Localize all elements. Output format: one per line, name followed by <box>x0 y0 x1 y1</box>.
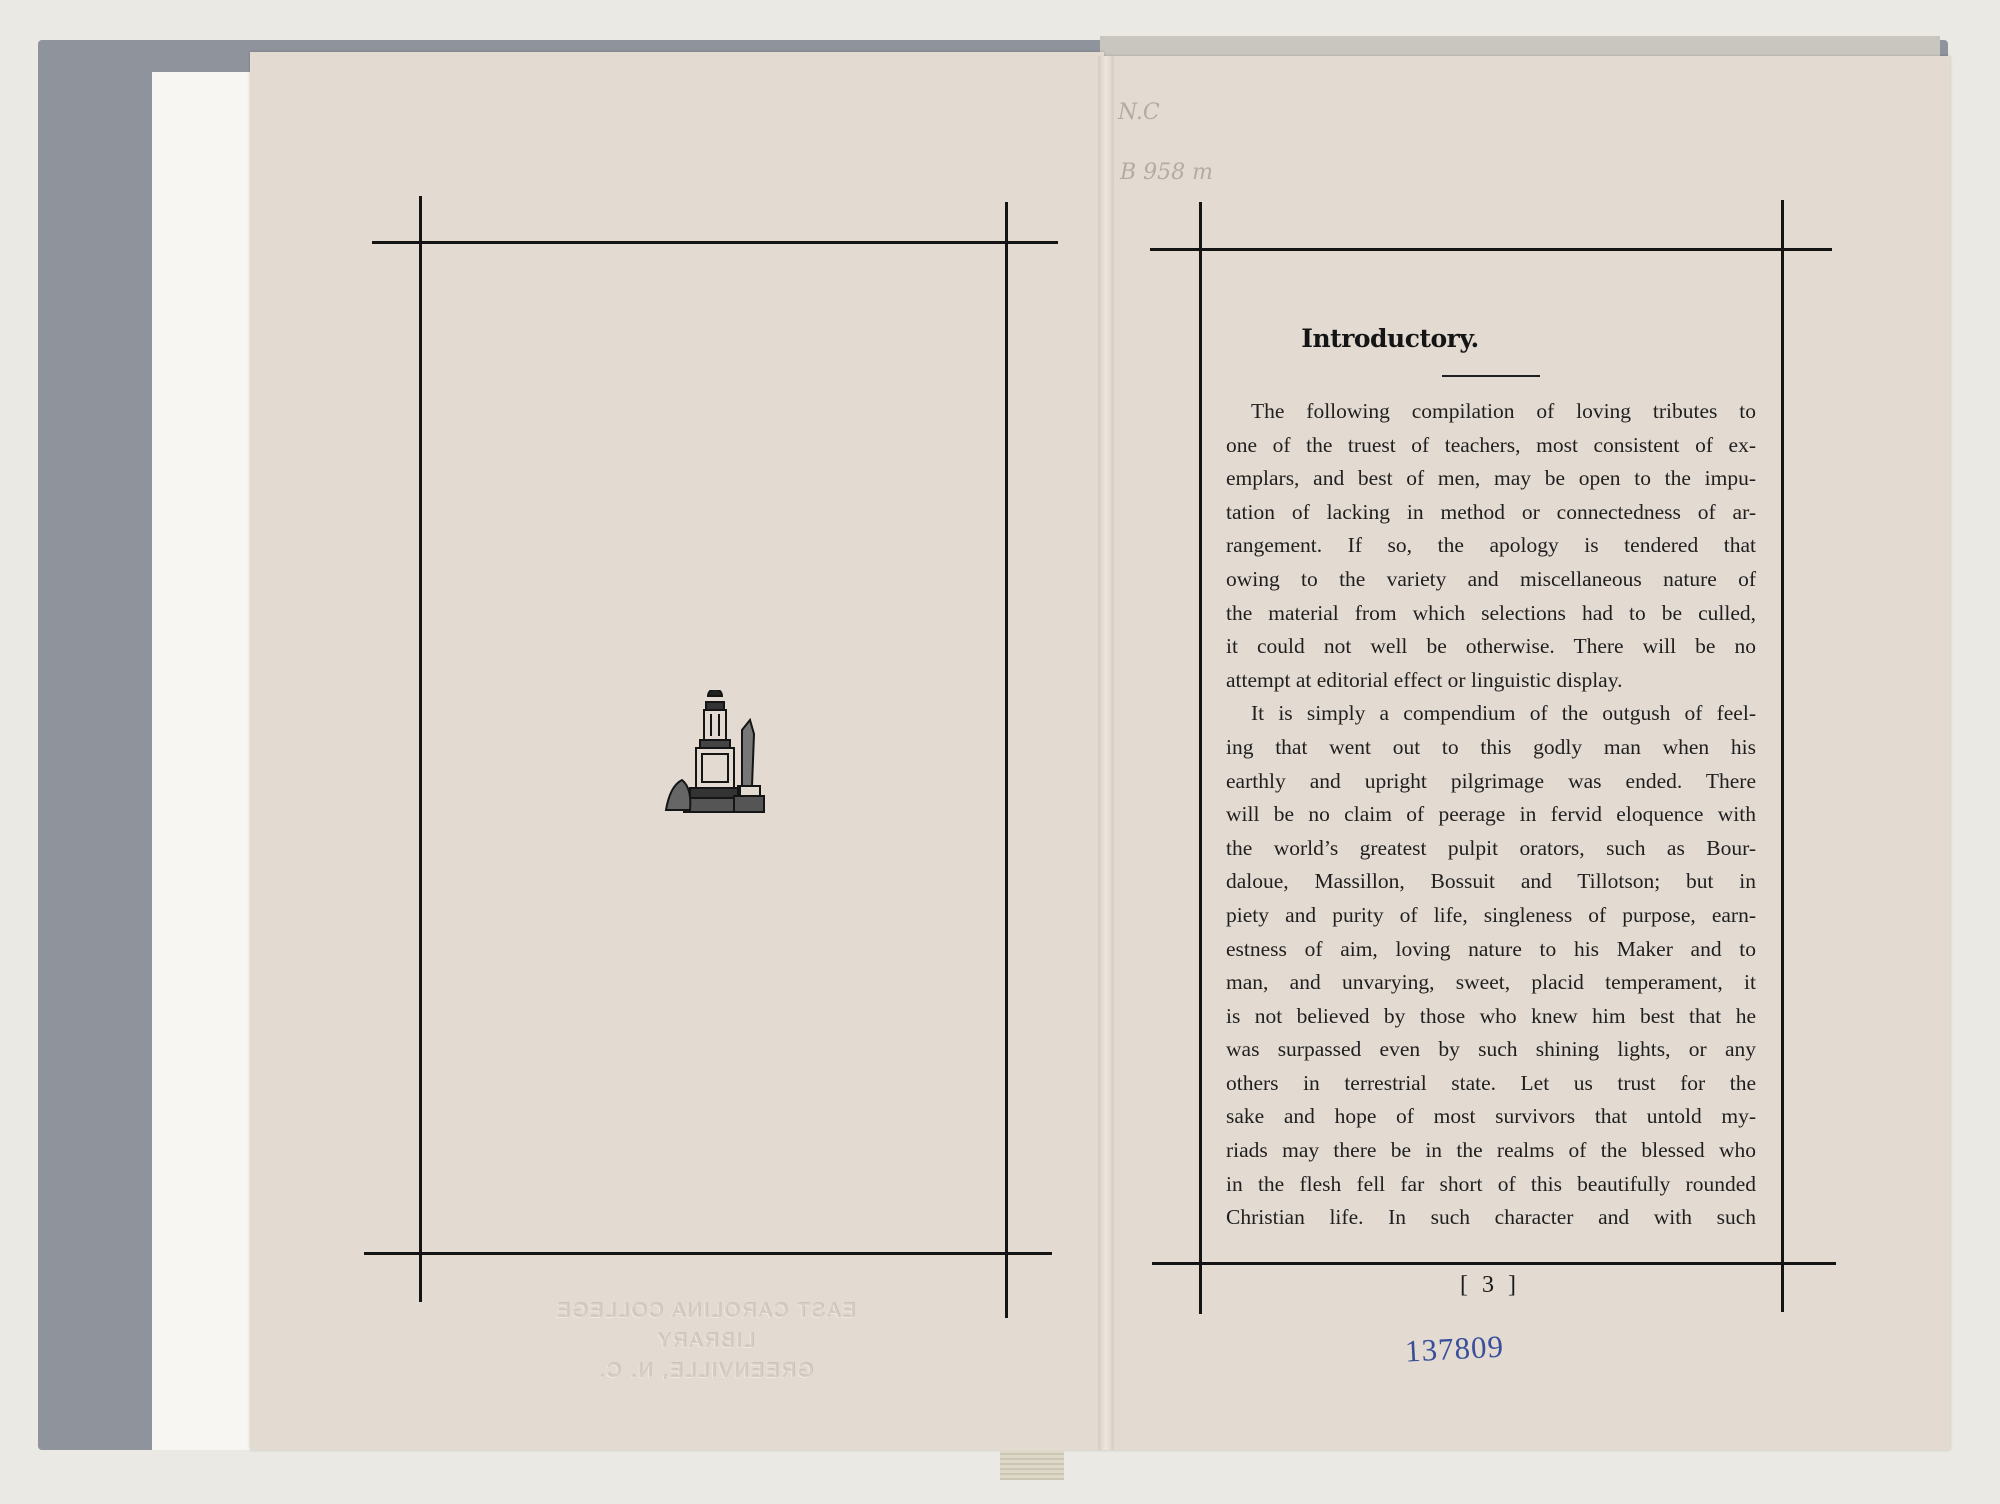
text-line: tation of lacking in method or connectedness of ar- <box>1226 499 1756 524</box>
text-line: attempt at editorial effect or linguistic display. <box>1226 667 1623 692</box>
text-line: earthly and upright pilgrimage was ended. There <box>1226 768 1756 793</box>
right-frame-left-rule <box>1199 202 1202 1314</box>
left-frame-left-rule <box>419 196 422 1302</box>
right-frame-right-rule <box>1781 200 1784 1312</box>
introductory-text <box>1226 395 1756 1235</box>
text-line: emplars, and best of men, may be open to the impu- <box>1226 466 1756 491</box>
text-line: was surpassed even by such shining lights, or any <box>1226 1037 1756 1062</box>
accession-number-stamp: 137809 <box>1404 1328 1505 1369</box>
pencil-note: B 958 m <box>1120 160 1214 185</box>
text-line: owing to the variety and miscellaneous nature of <box>1226 566 1756 591</box>
text-line: the material from which selections had to be culled, <box>1226 600 1756 625</box>
text-line: It is simply a compendium of the outgush of feel- <box>1251 701 1756 726</box>
left-frame-bottom-rule <box>364 1252 1052 1255</box>
embossed-library-stamp <box>540 1296 870 1386</box>
right-frame-bottom-rule <box>1152 1262 1836 1265</box>
emboss-line: GREENVILLE, N. C. <box>596 1360 814 1382</box>
text-line: estness of aim, loving nature to his Maker and to <box>1226 936 1756 961</box>
text-line: rangement. If so, the apology is tendered that <box>1226 533 1756 558</box>
text-line: The following compilation of loving tributes to <box>1251 399 1756 423</box>
text-line: Christian life. In such character and with such <box>1226 1205 1756 1230</box>
bookmark-ribbon <box>1000 1450 1064 1480</box>
text-line: the world’s greatest pulpit orators, such as Bour- <box>1226 835 1756 860</box>
text-line: in the flesh fell far short of this beautifully rounded <box>1226 1171 1756 1196</box>
text-line: one of the truest of teachers, most consistent of ex- <box>1226 432 1756 457</box>
text-line: will be no claim of peerage in fervid eloquence with <box>1226 802 1756 827</box>
pencil-note: N.C <box>1118 100 1160 125</box>
text-line: riads may there be in the realms of the blessed who <box>1226 1138 1756 1163</box>
page-number: [ 3 ] <box>1460 1272 1520 1298</box>
text-line: daloue, Massillon, Bossuit and Tillotson; but in <box>1226 869 1756 894</box>
text-line: others in terrestrial state. Let us trust for the <box>1226 1070 1756 1095</box>
right-frame-top-rule <box>1150 248 1832 251</box>
page-title: Introductory. <box>1301 324 1479 353</box>
text-line: man, and unvarying, sweet, placid temperament, it <box>1226 970 1756 995</box>
spine-edge <box>1100 36 1940 58</box>
text-line: piety and purity of life, singleness of purpose, earn- <box>1226 902 1756 927</box>
emboss-line: LIBRARY <box>655 1330 755 1352</box>
text-line: ing that went out to this godly man when his <box>1226 734 1756 759</box>
left-frame-right-rule <box>1005 202 1008 1318</box>
text-line: is not believed by those who knew him best that he <box>1226 1003 1756 1028</box>
text-line: sake and hope of most survivors that untold my- <box>1226 1104 1756 1129</box>
text-line: it could not well be otherwise. There will be no <box>1226 634 1756 659</box>
emboss-line: EAST CAROLINA COLLEGE <box>554 1300 856 1322</box>
left-frame-top-rule <box>372 241 1058 244</box>
book-gutter <box>1098 56 1114 1450</box>
title-underline <box>1442 375 1540 377</box>
monument-vignette-icon <box>662 690 766 818</box>
